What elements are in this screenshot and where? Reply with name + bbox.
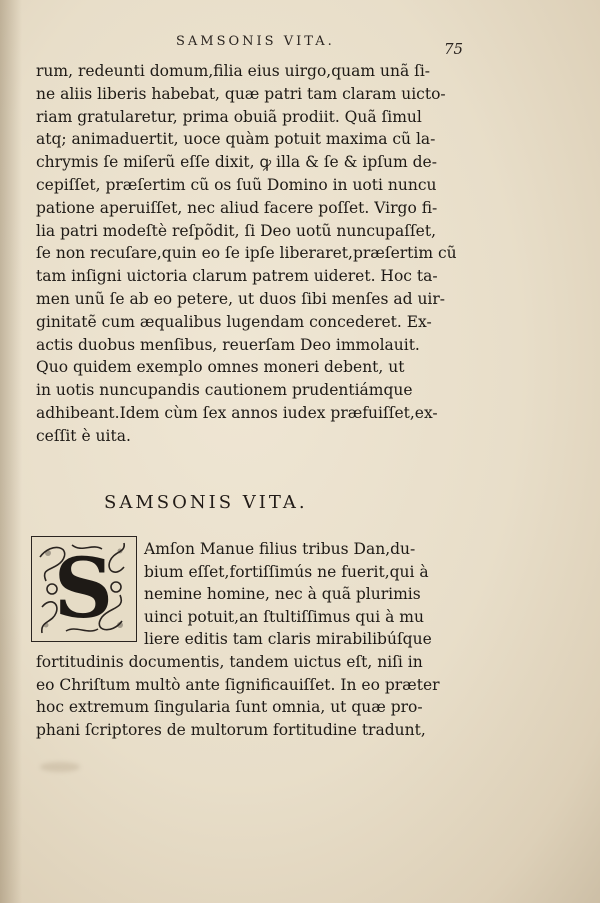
text-line: ne aliis liberis habebat, quæ patri tam claram uicto- [36,84,446,103]
text-line: tam inſigni uictoria clarum patrem uideret. Hoc ta- [36,267,438,286]
paper-stain [40,762,80,772]
text-line: actis duobus menſibus, reuerſam Deo immolauit. [36,335,420,354]
paragraph-samson [36,538,456,741]
text-line: hoc extremum ſingularia ſunt omnia, ut quæ pro- [36,698,423,717]
drop-cap-letter: S [53,541,114,637]
text-line: eo Chriſtum multò ante ſignificauiſſet. In eo præter [36,675,440,694]
text-line: Quo quidem exemplo omnes moneri debent, ut [36,358,405,377]
text-line: liere editis tam claris mirabilibúſque [144,630,432,649]
text-line: in uotis nuncupandis cautionem prudentiámque [36,381,413,400]
gutter-shadow [0,0,22,903]
paragraph-jephthah [36,60,457,448]
text-line: riam gratularetur, prima obuiã prodiit. Quã ſimul [36,107,422,126]
text-line: atq; animaduertit, uoce quàm potuit maxima cũ la- [36,130,436,149]
text-line: nemine homine, nec à quã plurimis [144,585,421,604]
text-line: cepiſſet, præſertim cũ os ſuũ Domino in uoti nuncu [36,175,437,194]
text-line: chrymis ſe miſerũ eſſe dixit, ꝙ illa & ſe & ipſum de- [36,153,437,172]
text-line: bium eſſet,fortiſſimús ne fuerit,qui à [144,562,429,581]
text-line: fortitudinis documentis, tandem uictus eſt, niſi in [36,652,423,671]
text-line: adhibeant.Idem cùm ſex annos iudex præfuiſſet,ex- [36,403,438,422]
text-line: phani ſcriptores de multorum fortitudine tradunt, [36,720,426,739]
text-line: uinci potuit,an ſtultiſſimus qui à mu [144,607,424,626]
text-line: ſe non recuſare,quin eo ſe ipſe liberaret,præſertim cũ [36,244,457,263]
text-line: men unũ ſe ab eo petere, ut duos ſibi menſes ad uir- [36,289,446,308]
section-heading: SAMSONIS VITA. [104,492,308,513]
page-number: 75 [444,40,464,58]
text-line: patione aperuiſſet, nec aliud facere poſſet. Virgo fi- [36,198,438,217]
text-line: ginitatẽ cum æqualibus lugendam concederet. Ex- [36,312,432,331]
text-line: ceſſit è uita. [36,426,131,445]
text-line: rum, redeunti domum,filia eius uirgo,quam unã ſi- [36,62,431,80]
running-head: SAMSONIS VITA. [176,34,335,49]
text-line: lia patri modeſtè reſpõdit, ſi Deo uotũ nuncupaſſet, [36,221,437,240]
text-line: Amſon Manue filius tribus Dan,du- [144,540,416,558]
